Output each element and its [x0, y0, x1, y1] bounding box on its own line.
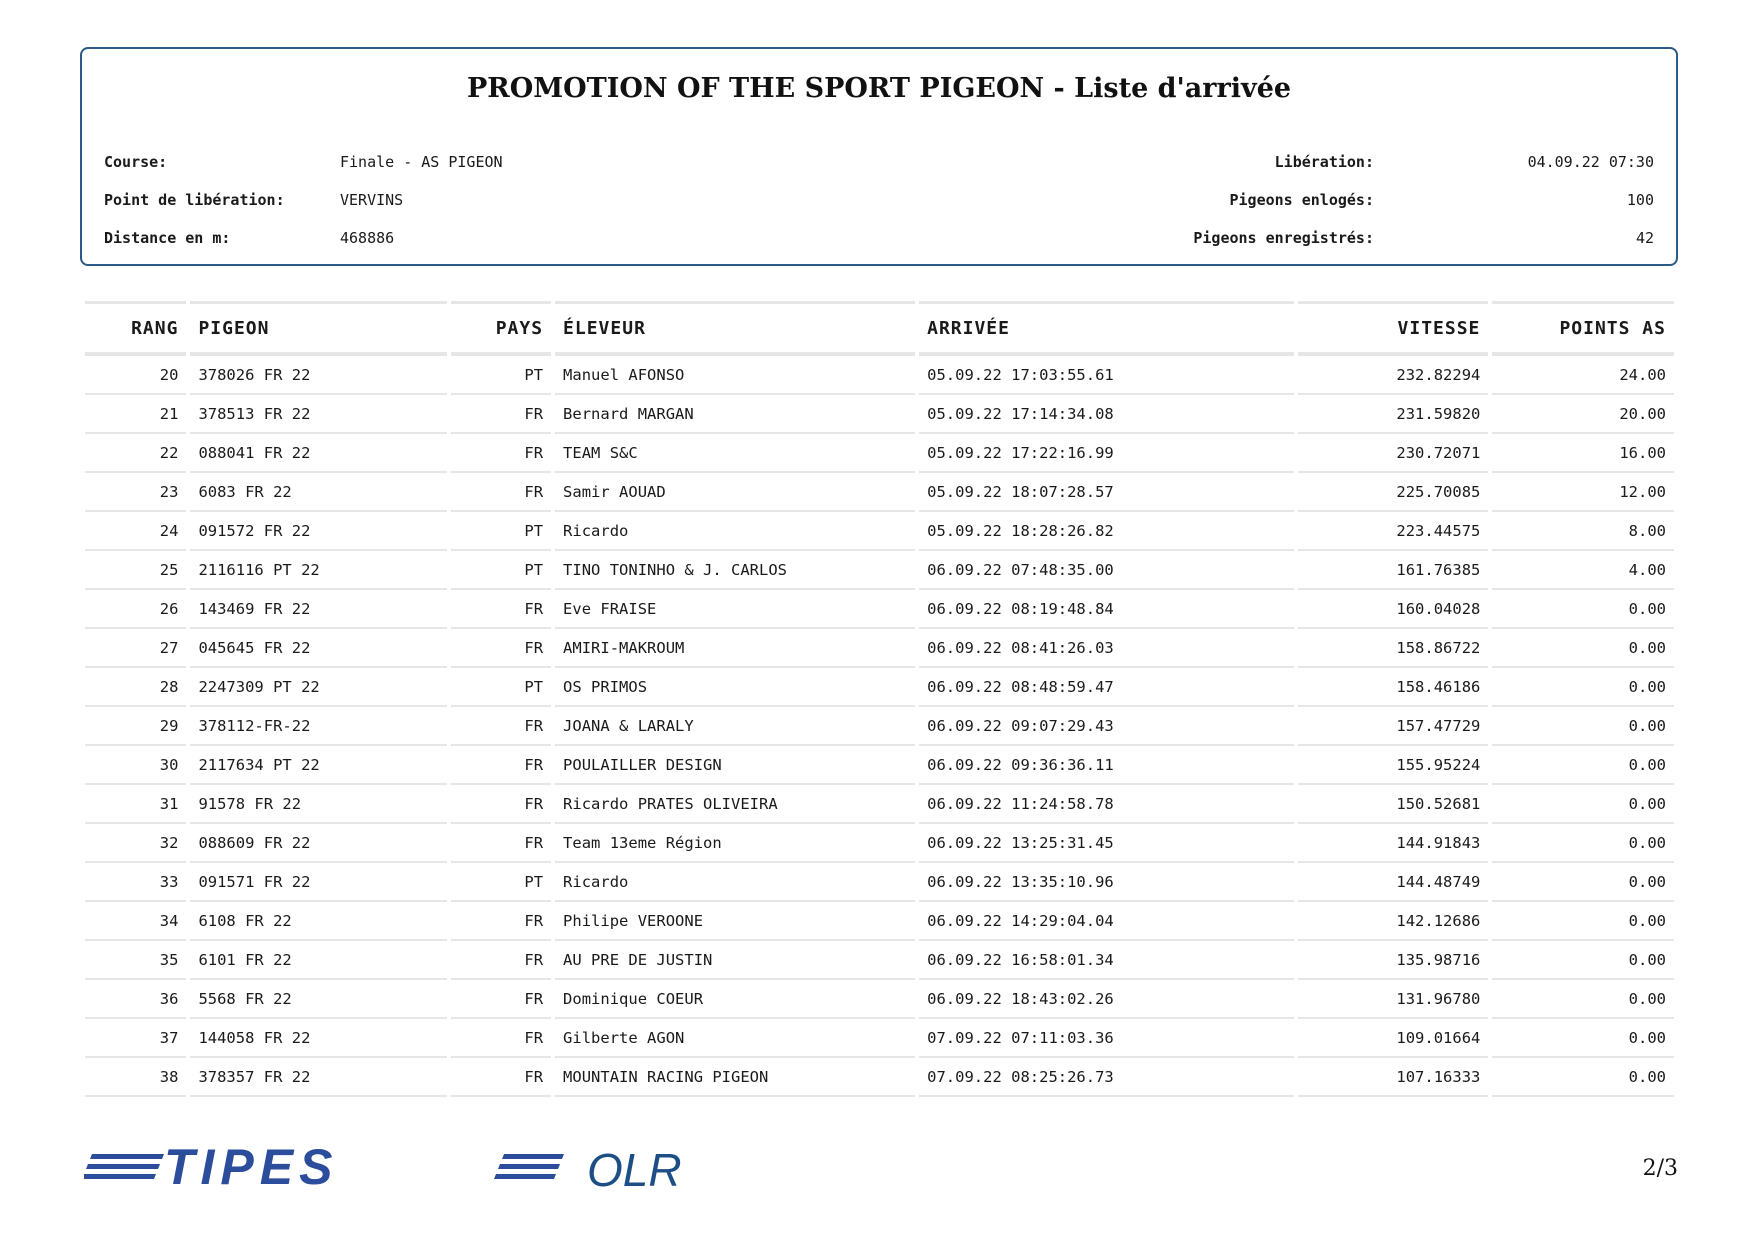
- cell-rang: 38: [85, 1058, 186, 1097]
- cell-vitesse: 160.04028: [1298, 590, 1488, 629]
- arrival-results-table: [81, 301, 1678, 1097]
- cell-arrivee: 06.09.22 07:48:35.00: [919, 551, 1294, 590]
- table-row: [85, 434, 1674, 473]
- cell-points-as: 0.00: [1492, 1058, 1674, 1097]
- cell-pays: FR: [451, 941, 551, 980]
- cell-pays: FR: [451, 824, 551, 863]
- cell-eleveur: Team 13eme Région: [555, 824, 915, 863]
- cell-pigeon: 5568 FR 22: [190, 980, 446, 1019]
- cell-vitesse: 157.47729: [1298, 707, 1488, 746]
- cell-arrivee: 06.09.22 11:24:58.78: [919, 785, 1294, 824]
- table-row: [85, 980, 1674, 1019]
- cell-vitesse: 142.12686: [1298, 902, 1488, 941]
- cell-pigeon: 6083 FR 22: [190, 473, 446, 512]
- distance-label: Distance en m:: [104, 229, 231, 247]
- cell-rang: 32: [85, 824, 186, 863]
- liberation-value: 04.09.22 07:30: [1527, 153, 1654, 171]
- cell-rang: 34: [85, 902, 186, 941]
- cell-vitesse: 225.70085: [1298, 473, 1488, 512]
- cell-arrivee: 06.09.22 16:58:01.34: [919, 941, 1294, 980]
- table-row: [85, 1019, 1674, 1058]
- cell-eleveur: Ricardo: [555, 512, 915, 551]
- table-row: [85, 473, 1674, 512]
- cell-pays: PT: [451, 356, 551, 395]
- cell-vitesse: 107.16333: [1298, 1058, 1488, 1097]
- release-point-value: VERVINS: [340, 191, 404, 209]
- logo-suffix: OLR: [587, 1144, 682, 1194]
- cell-pays: FR: [451, 473, 551, 512]
- document-title: PROMOTION OF THE SPORT PIGEON - Liste d'arrivée: [466, 73, 1292, 104]
- cell-points-as: 16.00: [1492, 434, 1674, 473]
- cell-eleveur: Dominique COEUR: [555, 980, 915, 1019]
- cell-arrivee: 05.09.22 18:07:28.57: [919, 473, 1294, 512]
- cell-arrivee: 06.09.22 18:43:02.26: [919, 980, 1294, 1019]
- cell-pays: PT: [451, 863, 551, 902]
- cell-eleveur: MOUNTAIN RACING PIGEON: [555, 1058, 915, 1097]
- results-body: [85, 356, 1674, 1097]
- cell-rang: 33: [85, 863, 186, 902]
- table-row: [85, 902, 1674, 941]
- cell-pays: PT: [451, 668, 551, 707]
- cell-vitesse: 131.96780: [1298, 980, 1488, 1019]
- cell-pays: FR: [451, 395, 551, 434]
- table-row: [85, 707, 1674, 746]
- cell-arrivee: 06.09.22 08:48:59.47: [919, 668, 1294, 707]
- cell-points-as: 0.00: [1492, 1019, 1674, 1058]
- cell-pigeon: 6108 FR 22: [190, 902, 446, 941]
- pigeons-enlogged-label: Pigeons enlogés:: [1229, 191, 1374, 209]
- cell-points-as: 0.00: [1492, 707, 1674, 746]
- cell-pays: FR: [451, 746, 551, 785]
- table-row: [85, 1058, 1674, 1097]
- cell-pigeon: 91578 FR 22: [190, 785, 446, 824]
- cell-arrivee: 06.09.22 08:19:48.84: [919, 590, 1294, 629]
- cell-pigeon: 378513 FR 22: [190, 395, 446, 434]
- table-row: [85, 824, 1674, 863]
- cell-eleveur: AMIRI-MAKROUM: [555, 629, 915, 668]
- page-number: 2/3: [1642, 1156, 1678, 1181]
- cell-pays: FR: [451, 629, 551, 668]
- cell-rang: 27: [85, 629, 186, 668]
- cell-eleveur: Eve FRAISE: [555, 590, 915, 629]
- cell-eleveur: Bernard MARGAN: [555, 395, 915, 434]
- cell-vitesse: 223.44575: [1298, 512, 1488, 551]
- cell-vitesse: 232.82294: [1298, 356, 1488, 395]
- cell-points-as: 0.00: [1492, 746, 1674, 785]
- cell-pigeon: 2117634 PT 22: [190, 746, 446, 785]
- cell-pigeon: 045645 FR 22: [190, 629, 446, 668]
- tipes-olr-logo: [84, 1140, 684, 1194]
- cell-arrivee: 06.09.22 09:07:29.43: [919, 707, 1294, 746]
- table-row: [85, 590, 1674, 629]
- cell-arrivee: 06.09.22 13:25:31.45: [919, 824, 1294, 863]
- liberation-label: Libération:: [1274, 153, 1374, 171]
- cell-points-as: 0.00: [1492, 824, 1674, 863]
- cell-arrivee: 05.09.22 18:28:26.82: [919, 512, 1294, 551]
- cell-vitesse: 109.01664: [1298, 1019, 1488, 1058]
- table-row: [85, 551, 1674, 590]
- cell-vitesse: 158.86722: [1298, 629, 1488, 668]
- cell-rang: 29: [85, 707, 186, 746]
- table-row: [85, 629, 1674, 668]
- cell-pigeon: 091571 FR 22: [190, 863, 446, 902]
- table-row: [85, 356, 1674, 395]
- cell-vitesse: 231.59820: [1298, 395, 1488, 434]
- table-row: [85, 746, 1674, 785]
- cell-points-as: 0.00: [1492, 668, 1674, 707]
- cell-rang: 24: [85, 512, 186, 551]
- cell-pigeon: 2247309 PT 22: [190, 668, 446, 707]
- column-header-eleveur: ÉLEVEUR: [555, 301, 915, 356]
- cell-rang: 21: [85, 395, 186, 434]
- cell-points-as: 4.00: [1492, 551, 1674, 590]
- cell-pays: FR: [451, 707, 551, 746]
- cell-rang: 26: [85, 590, 186, 629]
- cell-rang: 22: [85, 434, 186, 473]
- pigeons-enlogged-value: 100: [1626, 191, 1654, 209]
- cell-pigeon: 6101 FR 22: [190, 941, 446, 980]
- cell-rang: 35: [85, 941, 186, 980]
- cell-eleveur: Manuel AFONSO: [555, 356, 915, 395]
- cell-rang: 30: [85, 746, 186, 785]
- column-header-rang: RANG: [85, 301, 186, 356]
- cell-pays: FR: [451, 590, 551, 629]
- cell-points-as: 0.00: [1492, 629, 1674, 668]
- cell-points-as: 0.00: [1492, 590, 1674, 629]
- cell-pays: PT: [451, 551, 551, 590]
- table-row: [85, 512, 1674, 551]
- cell-vitesse: 150.52681: [1298, 785, 1488, 824]
- cell-arrivee: 06.09.22 14:29:04.04: [919, 902, 1294, 941]
- cell-pigeon: 091572 FR 22: [190, 512, 446, 551]
- cell-eleveur: TEAM S&C: [555, 434, 915, 473]
- cell-points-as: 24.00: [1492, 356, 1674, 395]
- table-row: [85, 863, 1674, 902]
- cell-rang: 28: [85, 668, 186, 707]
- cell-pigeon: 088609 FR 22: [190, 824, 446, 863]
- cell-points-as: 12.00: [1492, 473, 1674, 512]
- cell-pays: FR: [451, 980, 551, 1019]
- cell-points-as: 0.00: [1492, 980, 1674, 1019]
- pigeons-registered-value: 42: [1635, 229, 1654, 247]
- cell-eleveur: Philipe VEROONE: [555, 902, 915, 941]
- table-row: [85, 941, 1674, 980]
- table-header-row: [85, 301, 1674, 356]
- column-header-arrivee: ARRIVÉE: [919, 301, 1294, 356]
- cell-rang: 20: [85, 356, 186, 395]
- cell-pigeon: 088041 FR 22: [190, 434, 446, 473]
- cell-pays: PT: [451, 512, 551, 551]
- cell-eleveur: Samir AOUAD: [555, 473, 915, 512]
- cell-arrivee: 05.09.22 17:22:16.99: [919, 434, 1294, 473]
- cell-eleveur: OS PRIMOS: [555, 668, 915, 707]
- cell-arrivee: 06.09.22 09:36:36.11: [919, 746, 1294, 785]
- cell-arrivee: 07.09.22 07:11:03.36: [919, 1019, 1294, 1058]
- cell-points-as: 0.00: [1492, 941, 1674, 980]
- cell-vitesse: 135.98716: [1298, 941, 1488, 980]
- cell-rang: 25: [85, 551, 186, 590]
- cell-arrivee: 05.09.22 17:14:34.08: [919, 395, 1294, 434]
- cell-points-as: 0.00: [1492, 785, 1674, 824]
- cell-eleveur: Ricardo PRATES OLIVEIRA: [555, 785, 915, 824]
- cell-pigeon: 2116116 PT 22: [190, 551, 446, 590]
- cell-points-as: 8.00: [1492, 512, 1674, 551]
- cell-arrivee: 06.09.22 13:35:10.96: [919, 863, 1294, 902]
- cell-pigeon: 378357 FR 22: [190, 1058, 446, 1097]
- cell-arrivee: 07.09.22 08:25:26.73: [919, 1058, 1294, 1097]
- cell-arrivee: 06.09.22 08:41:26.03: [919, 629, 1294, 668]
- cell-vitesse: 144.91843: [1298, 824, 1488, 863]
- cell-points-as: 20.00: [1492, 395, 1674, 434]
- cell-pigeon: 143469 FR 22: [190, 590, 446, 629]
- cell-eleveur: Ricardo: [555, 863, 915, 902]
- table-row: [85, 395, 1674, 434]
- cell-pigeon: 378112-FR-22: [190, 707, 446, 746]
- course-value: Finale - AS PIGEON: [340, 153, 503, 171]
- course-label: Course:: [104, 153, 168, 171]
- cell-pays: FR: [451, 902, 551, 941]
- cell-vitesse: 144.48749: [1298, 863, 1488, 902]
- cell-eleveur: AU PRE DE JUSTIN: [555, 941, 915, 980]
- cell-eleveur: Gilberte AGON: [555, 1019, 915, 1058]
- column-header-points-as: POINTS AS: [1492, 301, 1674, 356]
- table-row: [85, 785, 1674, 824]
- pigeons-registered-label: Pigeons enregistrés:: [1193, 229, 1374, 247]
- cell-vitesse: 155.95224: [1298, 746, 1488, 785]
- cell-points-as: 0.00: [1492, 902, 1674, 941]
- cell-pays: FR: [451, 785, 551, 824]
- cell-rang: 36: [85, 980, 186, 1019]
- column-header-vitesse: VITESSE: [1298, 301, 1488, 356]
- release-point-label: Point de libération:: [104, 191, 285, 209]
- cell-pigeon: 144058 FR 22: [190, 1019, 446, 1058]
- cell-eleveur: JOANA & LARALY: [555, 707, 915, 746]
- cell-rang: 23: [85, 473, 186, 512]
- column-header-pays: PAYS: [451, 301, 551, 356]
- cell-pays: FR: [451, 434, 551, 473]
- cell-pays: FR: [451, 1058, 551, 1097]
- cell-rang: 31: [85, 785, 186, 824]
- logo-text: TIPES: [164, 1140, 339, 1194]
- distance-value: 468886: [340, 229, 395, 247]
- race-header-box: [80, 47, 1678, 266]
- column-header-pigeon: PIGEON: [190, 301, 446, 356]
- cell-vitesse: 230.72071: [1298, 434, 1488, 473]
- cell-arrivee: 05.09.22 17:03:55.61: [919, 356, 1294, 395]
- table-row: [85, 668, 1674, 707]
- cell-eleveur: TINO TONINHO & J. CARLOS: [555, 551, 915, 590]
- cell-vitesse: 161.76385: [1298, 551, 1488, 590]
- cell-eleveur: POULAILLER DESIGN: [555, 746, 915, 785]
- cell-vitesse: 158.46186: [1298, 668, 1488, 707]
- cell-points-as: 0.00: [1492, 863, 1674, 902]
- cell-pays: FR: [451, 1019, 551, 1058]
- cell-rang: 37: [85, 1019, 186, 1058]
- cell-pigeon: 378026 FR 22: [190, 356, 446, 395]
